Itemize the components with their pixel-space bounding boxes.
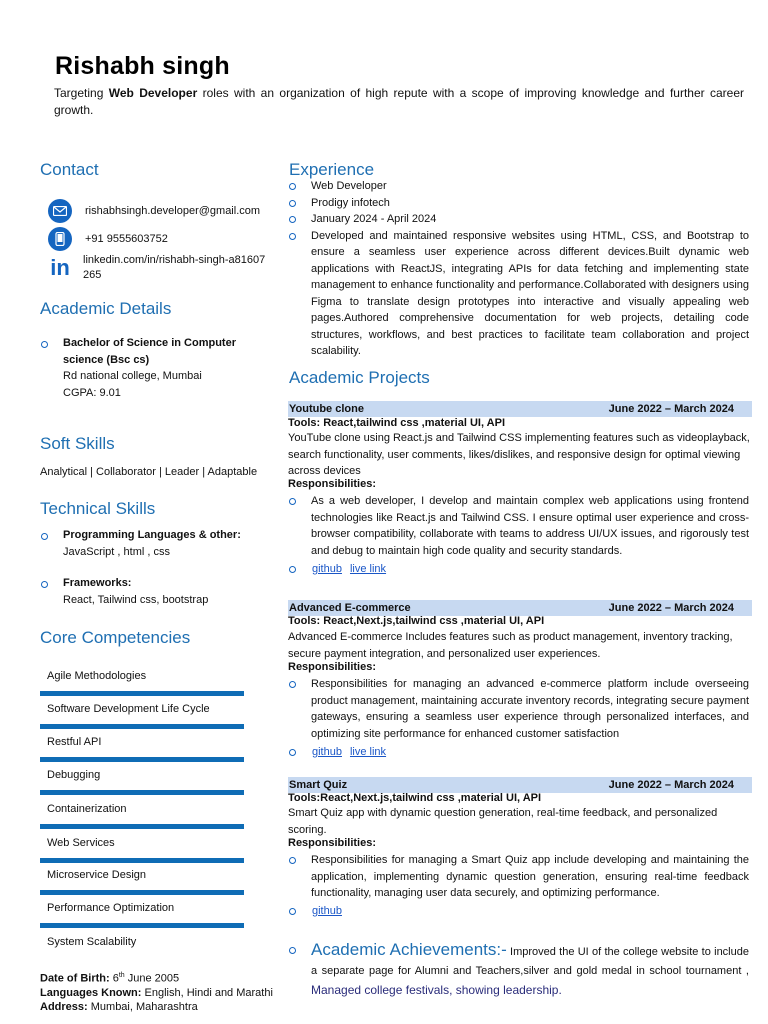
competency-bar: [40, 890, 244, 895]
competency-label: System Scalability: [47, 936, 137, 948]
tech-frameworks: Frameworks: React, Tailwind css, bootstrap: [63, 577, 209, 606]
project-2-live-link[interactable]: live link: [349, 746, 387, 758]
project-1-resp: As a web developer, I develop and maintain complex web applications using frontend technologies like React.js and Tailwind CSS. I ensure optimal user experience and cross-browser compatibility, collaborate with teams to address UI/UX issues, and rigorously test and debug to maintain high code quality and security standards.: [289, 493, 749, 559]
phone-icon: [48, 227, 72, 251]
project-2-tools: Tools: React,Next.js,tailwind css ,material UI, API: [288, 615, 545, 627]
experience-role: Web Developer: [289, 178, 749, 195]
contact-phone[interactable]: [48, 227, 168, 251]
academic-title: Academic Details: [40, 299, 172, 318]
competency-item: [40, 702, 244, 729]
competency-item: [40, 868, 244, 895]
soft-skills-list: Analytical | Collaborator | Leader | Adaptable: [40, 466, 258, 478]
competency-bar: [40, 691, 244, 696]
linkedin-text[interactable]: linkedin.com/in/rishabh-singh-a81607 265: [83, 254, 266, 281]
project-3-header: Smart Quiz June 2022 – March 2024: [288, 777, 752, 793]
competency-label: Microservice Design: [47, 869, 147, 881]
project-3-description: Smart Quiz app with dynamic question generation, real-time feedback, and personalized scoring.: [288, 807, 718, 836]
competency-label: Debugging: [47, 769, 101, 781]
competency-bar: [40, 790, 244, 795]
linkedin-icon: in: [50, 254, 70, 280]
project-3-resp-label: Responsibilities:: [288, 837, 377, 849]
competency-item: [40, 836, 244, 863]
experience-title: Experience: [289, 160, 375, 179]
project-1-header: Youtube clone June 2022 – March 2024: [288, 401, 752, 417]
projects-title: Academic Projects: [289, 368, 430, 387]
project-1-description: YouTube clone using React.js and Tailwind CSS implementing features such as videoplayback, search functionality, user comments, likes/dislikes, and responsive design for optimal viewing across devices: [288, 432, 750, 477]
career-objective: Targeting Web Developer roles with an organization of high repute with a scope of improving knowledge and further career growth.: [54, 86, 745, 117]
project-1-tools: Tools: React,tailwind css ,material UI, API: [288, 417, 506, 429]
tech-bullet-1: [41, 533, 48, 540]
candidate-name: Rishabh singh: [55, 52, 230, 80]
tech-languages: Programming Languages & other: JavaScript , html , css: [63, 529, 241, 558]
competency-label: Software Development Life Cycle: [47, 703, 210, 715]
competency-label: Restful API: [47, 736, 102, 748]
competency-bar: [40, 757, 244, 762]
competency-label: Performance Optimization: [47, 902, 175, 914]
competency-label: Containerization: [47, 803, 127, 815]
personal-info: Date of Birth: 6th June 2005 Languages Known: English, Hindi and Marathi Address: Mumbai, Maharashtra: [40, 972, 273, 1014]
experience-dates: January 2024 - April 2024: [289, 211, 749, 228]
contact-linkedin[interactable]: [48, 253, 265, 283]
competency-bar: [40, 858, 244, 863]
competency-label: Agile Methodologies: [47, 670, 147, 682]
project-1-live-link[interactable]: live link: [349, 563, 387, 575]
competency-item: [40, 901, 244, 928]
competency-bar: [40, 923, 244, 928]
project-2-github-link[interactable]: github: [312, 746, 342, 758]
project-2-header: Advanced E-commerce June 2022 – March 2024: [288, 600, 752, 616]
email-icon: [48, 199, 72, 223]
project-2-description: Advanced E-commerce Includes features such as product management, inventory tracking, secure payment integration, and personalized user experiences.: [288, 631, 733, 660]
project-1-resp-label: Responsibilities:: [288, 478, 377, 490]
competency-item: [40, 735, 244, 762]
competency-bar: [40, 724, 244, 729]
project-1-links: [289, 562, 386, 578]
competency-label: Web Services: [47, 837, 115, 849]
project-1-github-link[interactable]: github: [312, 563, 342, 575]
phone-text[interactable]: +91 9555603752: [85, 232, 168, 245]
soft-skills-title: Soft Skills: [40, 434, 115, 453]
project-3-links: [289, 904, 342, 920]
academic-degree: Bachelor of Science in Computer science (Bsc cs) Rd national college, Mumbai CGPA: 9.01: [63, 337, 236, 399]
competency-item: [40, 935, 244, 951]
competencies-title: Core Competencies: [40, 628, 191, 647]
project-3-tools: Tools:React,Next.js,tailwind css ,material UI, API: [288, 792, 542, 804]
achievements-title: Academic Achievements:-: [311, 940, 507, 959]
experience-company: Prodigy infotech: [289, 195, 749, 212]
experience-list: [289, 178, 749, 360]
project-2-resp: Responsibilities for managing an advanced e-commerce platform include overseeing product management, maintaining accurate inventory records, integrating secure payment gateways, ensuring a seamless user experience through personalized interfaces, and optimizing site performance for enhanced customer satisfaction: [289, 676, 749, 742]
competency-item: [40, 768, 244, 795]
project-3-resp: Responsibilities for managing a Smart Quiz app include developing and maintaining the application, implementing dynamic question generation, ensuring real-time feedback functionality, managing user data securely, and optimizing performance.: [289, 852, 749, 902]
competency-bar: [40, 824, 244, 829]
email-text[interactable]: rishabhsingh.developer@gmail.com: [85, 204, 261, 217]
tech-bullet-2: [41, 581, 48, 588]
academic-bullet: [41, 341, 48, 348]
achievements: Academic Achievements:- Improved the UI of the college website to include a separate page for Alumni and Teachers,silver and gold medal in school tournament , Managed college festivals, showing leadership.: [289, 936, 749, 1000]
contact-title: Contact: [40, 160, 99, 179]
competency-item: [40, 802, 244, 829]
project-3-github-link[interactable]: github: [312, 905, 342, 917]
project-2-resp-label: Responsibilities:: [288, 661, 377, 673]
project-2-links: [289, 745, 386, 761]
competency-item: [40, 669, 244, 696]
contact-email[interactable]: [48, 199, 260, 223]
technical-skills-title: Technical Skills: [40, 499, 156, 518]
experience-description: Developed and maintained responsive websites using HTML, CSS, and Bootstrap to ensure a seamless user experience across different devices.Built dynamic web applications with ReactJS, integrating APIs for data fetching and implementing state management to enhance functionality and performance.Collaborated with designers using Figma to translate design prototypes into interactive and visually appealing web pages.Authored comprehensive documentation for web projects, detailing code structures, workflows, and best practices to facilitate team collaboration and project scalability.: [289, 228, 749, 360]
